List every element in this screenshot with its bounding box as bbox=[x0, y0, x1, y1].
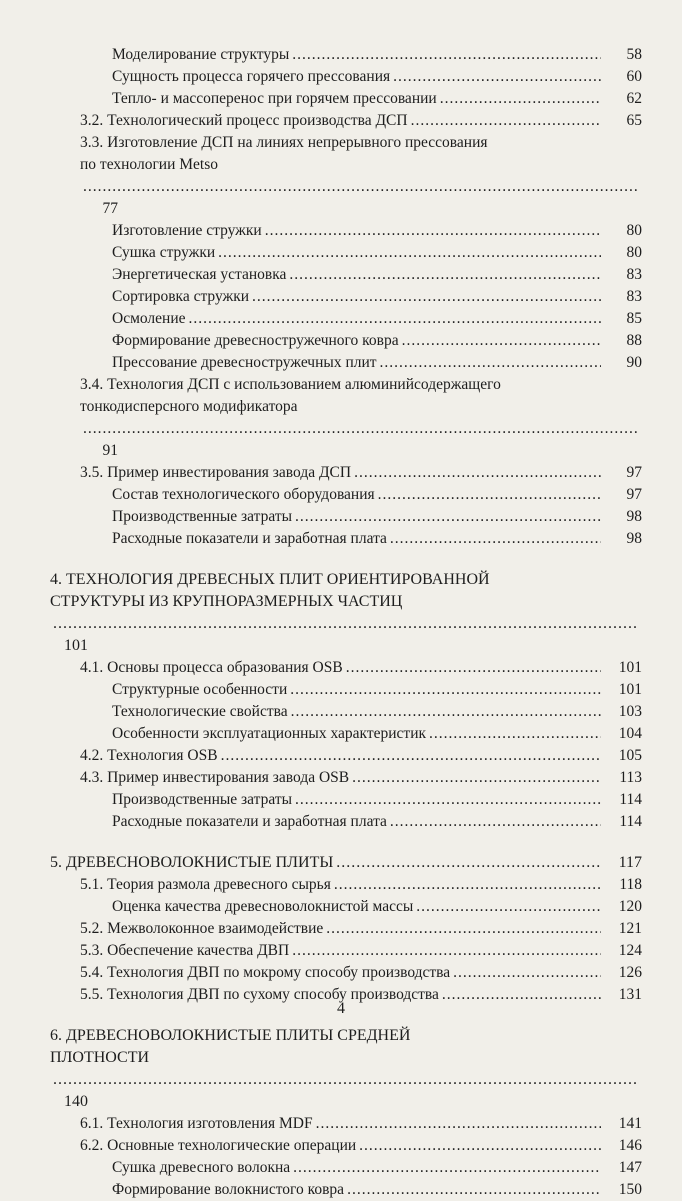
toc-title: 4.2. Технология OSB bbox=[80, 747, 218, 764]
toc-page-number: 62 bbox=[626, 90, 642, 107]
dot-leader bbox=[290, 679, 601, 701]
toc-subsection bbox=[112, 701, 642, 723]
dot-leader bbox=[291, 701, 601, 723]
dot-leader bbox=[53, 613, 639, 635]
toc-subsection bbox=[112, 789, 642, 811]
toc-subsection bbox=[112, 44, 642, 66]
toc-title: Моделирование структуры bbox=[112, 46, 290, 63]
toc-section bbox=[80, 874, 642, 896]
section-gap bbox=[0, 833, 682, 852]
toc-page-number: 58 bbox=[626, 46, 642, 63]
toc-title: Оценка качества древесноволокнистой массы bbox=[112, 898, 414, 915]
dot-leader bbox=[402, 330, 601, 352]
toc-title: Прессование древесностружечных плит bbox=[112, 354, 377, 371]
toc-title: 6.1. Технология изготовления MDF bbox=[80, 1115, 313, 1132]
toc-page-number: 80 bbox=[626, 222, 642, 239]
dot-leader bbox=[336, 852, 601, 874]
toc-section bbox=[80, 940, 642, 962]
toc-subsection bbox=[112, 88, 642, 110]
table-of-contents bbox=[0, 44, 682, 1201]
toc-subsection bbox=[112, 220, 642, 242]
toc-page-number: 65 bbox=[626, 112, 642, 129]
dot-leader bbox=[252, 286, 601, 308]
dot-leader bbox=[265, 220, 601, 242]
toc-title: Энергетическая установка bbox=[112, 266, 287, 283]
toc-page-number: 150 bbox=[618, 1181, 642, 1198]
toc-title: 5.1. Теория размола древесного сырья bbox=[80, 876, 331, 893]
toc-page-number: 114 bbox=[619, 791, 642, 808]
dot-leader bbox=[378, 484, 601, 506]
toc-page-number: 97 bbox=[626, 486, 642, 503]
toc-title: Сортировка стружки bbox=[112, 288, 250, 305]
toc-page-number: 91 bbox=[102, 442, 118, 459]
toc-subsection bbox=[112, 308, 642, 330]
dot-leader bbox=[221, 745, 601, 767]
toc-page-number: 105 bbox=[618, 747, 642, 764]
toc-page-number: 141 bbox=[618, 1115, 642, 1132]
toc-section bbox=[80, 374, 642, 462]
toc-title-line: 4. ТЕХНОЛОГИЯ ДРЕВЕСНЫХ ПЛИТ ОРИЕНТИРОВАННОЙ bbox=[50, 571, 490, 588]
toc-subsection bbox=[112, 264, 642, 286]
toc-title: 5.4. Технология ДВП по мокрому способу производства bbox=[80, 964, 451, 981]
toc-subsection bbox=[112, 528, 642, 550]
toc-page-number: 98 bbox=[626, 530, 642, 547]
dot-leader bbox=[354, 462, 601, 484]
toc-page-number: 103 bbox=[618, 703, 642, 720]
toc-title: Осмоление bbox=[112, 310, 186, 327]
toc-title: Производственные затраты bbox=[112, 508, 293, 525]
toc-title-line: 3.4. Технология ДСП с использованием алюминийсодержащего bbox=[80, 376, 501, 393]
dot-leader bbox=[292, 44, 601, 66]
toc-page-number: 113 bbox=[619, 769, 642, 786]
dot-leader bbox=[83, 176, 639, 198]
toc-title: Расходные показатели и заработная плата bbox=[112, 813, 387, 830]
dot-leader bbox=[346, 657, 601, 679]
dot-leader bbox=[295, 789, 601, 811]
toc-title: 5. ДРЕВЕСНОВОЛОКНИСТЫЕ ПЛИТЫ bbox=[50, 854, 334, 871]
toc-page-number: 83 bbox=[626, 288, 642, 305]
dot-leader bbox=[292, 940, 601, 962]
toc-title: 5.2. Межволоконное взаимодействие bbox=[80, 920, 324, 937]
toc-page-number: 126 bbox=[618, 964, 642, 981]
toc-page-number: 101 bbox=[618, 681, 642, 698]
dot-leader bbox=[53, 1069, 639, 1091]
dot-leader bbox=[359, 1135, 601, 1157]
toc-title: Расходные показатели и заработная плата bbox=[112, 530, 387, 547]
toc-title: 5.5. Технология ДВП по сухому способу производства bbox=[80, 986, 439, 1003]
dot-leader bbox=[393, 66, 601, 88]
toc-subsection bbox=[112, 679, 642, 701]
toc-subsection bbox=[112, 1179, 642, 1201]
toc-title: Тепло- и массоперенос при горячем прессовании bbox=[112, 90, 437, 107]
dot-leader bbox=[334, 874, 601, 896]
toc-title: Особенности эксплуатационных характеристик bbox=[112, 725, 427, 742]
toc-title: Технологические свойства bbox=[112, 703, 288, 720]
dot-leader bbox=[390, 528, 601, 550]
dot-leader bbox=[295, 506, 601, 528]
dot-leader bbox=[380, 352, 601, 374]
dot-leader bbox=[189, 308, 601, 330]
toc-section bbox=[80, 745, 642, 767]
toc-title: 5.3. Обеспечение качества ДВП bbox=[80, 942, 290, 959]
toc-chapter bbox=[50, 1025, 642, 1113]
toc-title: 3.5. Пример инвестирования завода ДСП bbox=[80, 464, 352, 481]
toc-page-number: 147 bbox=[618, 1159, 642, 1176]
toc-page-number: 97 bbox=[626, 464, 642, 481]
toc-title-line: 6. ДРЕВЕСНОВОЛОКНИСТЫЕ ПЛИТЫ СРЕДНЕЙ bbox=[50, 1027, 411, 1044]
toc-subsection bbox=[112, 811, 642, 833]
toc-title: ПЛОТНОСТИ bbox=[50, 1049, 150, 1066]
toc-title: СТРУКТУРЫ ИЗ КРУПНОРАЗМЕРНЫХ ЧАСТИЦ bbox=[50, 593, 403, 610]
toc-page-number: 114 bbox=[619, 813, 642, 830]
toc-page-number: 80 bbox=[626, 244, 642, 261]
toc-subsection bbox=[112, 1157, 642, 1179]
toc-page-number: 118 bbox=[619, 876, 642, 893]
toc-title: Формирование древесностружечного ковра bbox=[112, 332, 399, 349]
toc-title: тонкодисперсного модификатора bbox=[80, 398, 298, 415]
toc-page-number: 77 bbox=[102, 200, 118, 217]
dot-leader bbox=[440, 88, 601, 110]
toc-page-number: 104 bbox=[618, 725, 642, 742]
toc-page-number: 120 bbox=[618, 898, 642, 915]
toc-section bbox=[80, 918, 642, 940]
toc-section bbox=[80, 1113, 642, 1135]
toc-subsection bbox=[112, 506, 642, 528]
toc-page-number: 90 bbox=[626, 354, 642, 371]
toc-title: 6.2. Основные технологические операции bbox=[80, 1137, 357, 1154]
toc-subsection bbox=[112, 352, 642, 374]
toc-title: 4.1. Основы процесса образования OSB bbox=[80, 659, 343, 676]
toc-title: Формирование волокнистого ковра bbox=[112, 1181, 345, 1198]
toc-page-number: 121 bbox=[618, 920, 642, 937]
toc-title: Состав технологического оборудования bbox=[112, 486, 375, 503]
toc-chapter bbox=[50, 569, 642, 657]
toc-chapter bbox=[50, 852, 642, 874]
toc-subsection bbox=[112, 723, 642, 745]
toc-title: Сушка древесного волокна bbox=[112, 1159, 291, 1176]
toc-subsection bbox=[112, 66, 642, 88]
dot-leader bbox=[352, 767, 601, 789]
toc-page-number: 101 bbox=[64, 637, 88, 654]
toc-subsection bbox=[112, 330, 642, 352]
dot-leader bbox=[411, 110, 601, 132]
toc-title: 4.3. Пример инвестирования завода OSB bbox=[80, 769, 350, 786]
toc-section bbox=[80, 132, 642, 220]
dot-leader bbox=[326, 918, 601, 940]
page-number: 4 bbox=[337, 1000, 345, 1017]
toc-page-number: 140 bbox=[64, 1093, 88, 1110]
toc-title: по технологии Metso bbox=[80, 156, 219, 173]
dot-leader bbox=[347, 1179, 601, 1201]
toc-page-number: 124 bbox=[618, 942, 642, 959]
toc-page-number: 85 bbox=[626, 310, 642, 327]
toc-subsection bbox=[112, 484, 642, 506]
dot-leader bbox=[83, 418, 639, 440]
section-gap bbox=[0, 550, 682, 569]
toc-title: 3.2. Технологический процесс производства ДСП bbox=[80, 112, 408, 129]
toc-title: Производственные затраты bbox=[112, 791, 293, 808]
dot-leader bbox=[453, 962, 601, 984]
toc-section bbox=[80, 110, 642, 132]
toc-subsection bbox=[112, 286, 642, 308]
dot-leader bbox=[390, 811, 601, 833]
dot-leader bbox=[289, 264, 601, 286]
toc-title: Сущность процесса горячего прессования bbox=[112, 68, 391, 85]
toc-subsection bbox=[112, 896, 642, 918]
toc-page-number: 98 bbox=[626, 508, 642, 525]
toc-section bbox=[80, 1135, 642, 1157]
dot-leader bbox=[429, 723, 601, 745]
dot-leader bbox=[293, 1157, 601, 1179]
toc-title: Структурные особенности bbox=[112, 681, 288, 698]
toc-page-number: 117 bbox=[618, 854, 642, 871]
toc-page-number: 60 bbox=[626, 68, 642, 85]
toc-section bbox=[80, 462, 642, 484]
toc-page-number: 88 bbox=[626, 332, 642, 349]
toc-page-number: 83 bbox=[626, 266, 642, 283]
toc-subsection bbox=[112, 242, 642, 264]
dot-leader bbox=[316, 1113, 601, 1135]
toc-page-number: 146 bbox=[618, 1137, 642, 1154]
toc-section bbox=[80, 962, 642, 984]
toc-title: Изготовление стружки bbox=[112, 222, 262, 239]
toc-page-number: 131 bbox=[618, 986, 642, 1003]
toc-title-line: 3.3. Изготовление ДСП на линиях непрерывного прессования bbox=[80, 134, 488, 151]
toc-section bbox=[80, 767, 642, 789]
toc-page-number: 101 bbox=[618, 659, 642, 676]
dot-leader bbox=[416, 896, 601, 918]
toc-title: Сушка стружки bbox=[112, 244, 216, 261]
dot-leader bbox=[218, 242, 601, 264]
toc-section bbox=[80, 657, 642, 679]
